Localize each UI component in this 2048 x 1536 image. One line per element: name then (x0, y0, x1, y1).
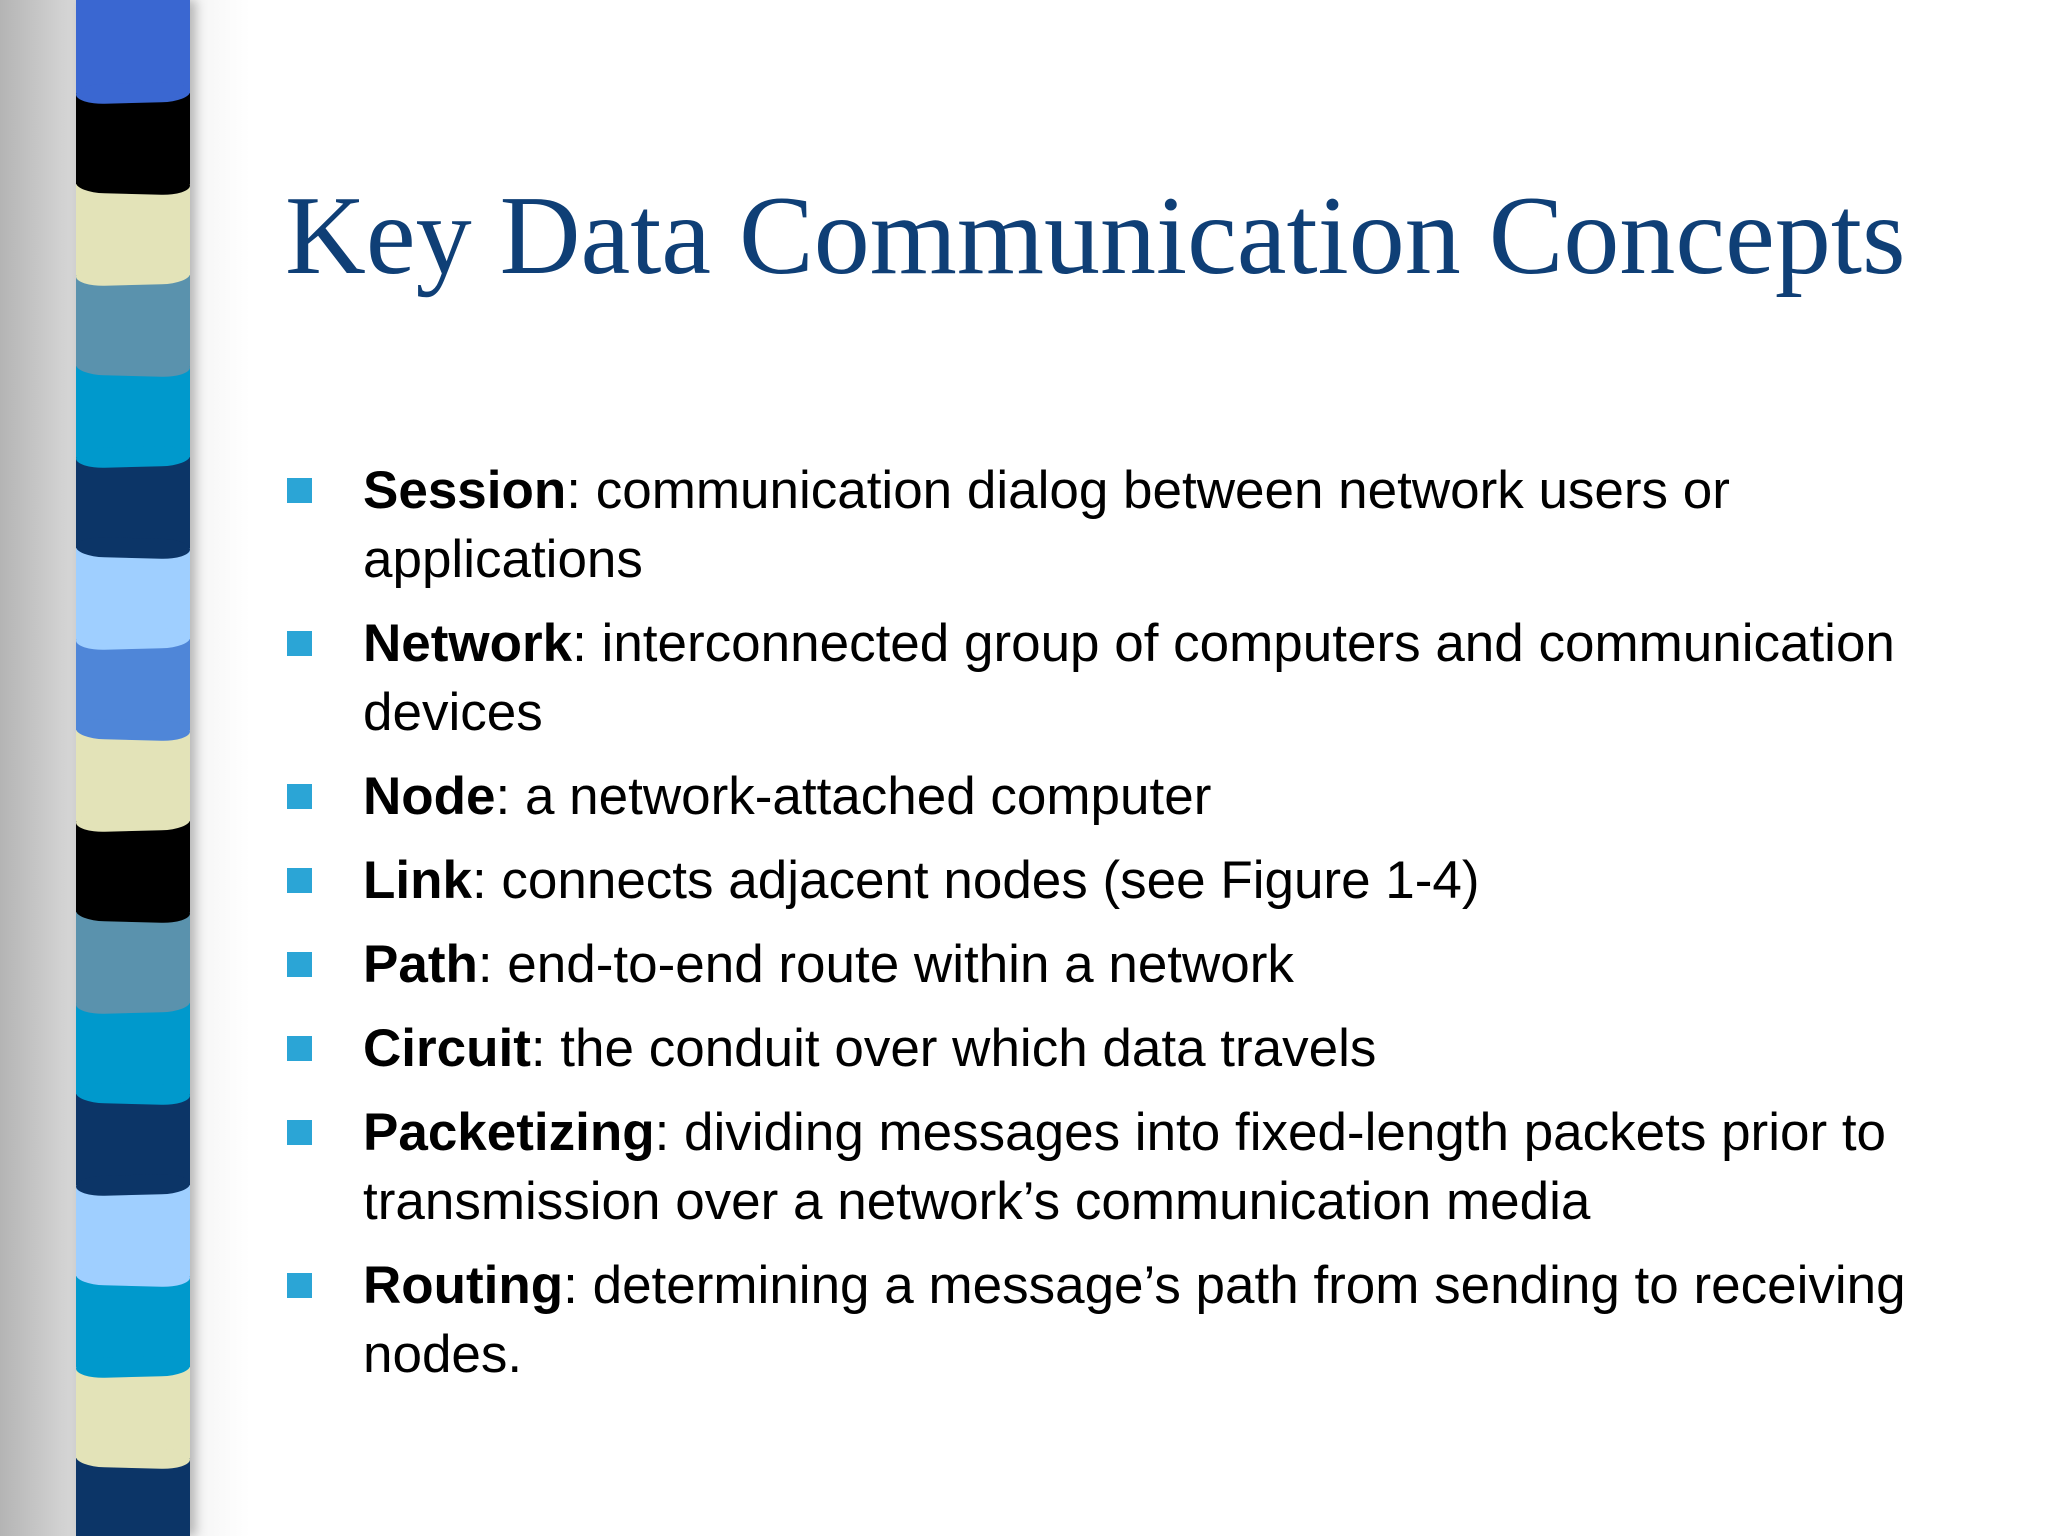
strip-block (76, 1365, 190, 1458)
square-bullet-icon (287, 1036, 312, 1061)
square-bullet-icon (287, 868, 312, 893)
bullet-definition: : connects adjacent nodes (see Figure 1-4) (471, 851, 1480, 910)
bullet-item-node (285, 762, 1985, 831)
bullet-term: Node (363, 767, 496, 826)
slide-title: Key Data Communication Concepts (285, 174, 1906, 298)
bullet-definition: : interconnected group of computers and communication devices (363, 614, 1895, 742)
bullet-definition: : a network-attached computer (495, 767, 1212, 826)
strip-block (76, 182, 190, 275)
bullet-item-path (285, 930, 1985, 999)
strip-wave (76, 1083, 190, 1106)
strip-wave (76, 82, 190, 105)
strip-block (76, 0, 190, 93)
strip-wave (76, 810, 190, 833)
strip-wave (76, 1356, 190, 1379)
strip-block (76, 1274, 190, 1367)
square-bullet-icon (287, 478, 312, 503)
strip-wave (76, 628, 190, 651)
bullet-list (285, 456, 1985, 1404)
bullet-definition: : dividing messages into fixed-length packets prior to transmission over a network’s communication media (363, 1103, 1887, 1231)
strip-block (76, 637, 190, 730)
bullet-term: Network (363, 614, 573, 673)
strip-block (76, 910, 190, 1003)
square-bullet-icon (287, 1120, 312, 1145)
bullet-definition: : the conduit over which data travels (530, 1019, 1377, 1078)
strip-wave (76, 1174, 190, 1197)
strip-block (76, 1183, 190, 1276)
bullet-term: Packetizing (363, 1103, 655, 1162)
strip-wave (76, 992, 190, 1015)
bullet-definition: : determining a message’s path from sending to receiving nodes. (363, 1256, 1906, 1384)
square-bullet-icon (287, 784, 312, 809)
decorative-strip (76, 0, 190, 1536)
bullet-term: Link (363, 851, 472, 910)
strip-block (76, 819, 190, 912)
strip-wave (76, 1265, 190, 1288)
strip-block (76, 364, 190, 457)
strip-block (76, 728, 190, 821)
bullet-item-routing (285, 1251, 1985, 1389)
square-bullet-icon (287, 631, 312, 656)
bullet-item-link (285, 846, 1985, 915)
bullet-item-network (285, 609, 1985, 747)
bullet-definition: : communication dialog between network users or applications (363, 461, 1730, 589)
square-bullet-icon (287, 952, 312, 977)
bullet-item-session (285, 456, 1985, 594)
strip-wave (76, 355, 190, 378)
square-bullet-icon (287, 1273, 312, 1298)
bullet-definition: : end-to-end route within a network (477, 935, 1294, 994)
strip-block (76, 1092, 190, 1185)
strip-block (76, 91, 190, 184)
strip-block (76, 455, 190, 548)
strip-wave (76, 264, 190, 287)
bullet-term: Circuit (363, 1019, 531, 1078)
strip-wave (76, 901, 190, 924)
bullet-item-circuit (285, 1014, 1985, 1083)
bullet-item-packetizing (285, 1098, 1985, 1236)
strip-wave (76, 173, 190, 196)
bullet-term: Routing (363, 1256, 564, 1315)
strip-wave (76, 446, 190, 469)
strip-block (76, 273, 190, 366)
bullet-term: Session (363, 461, 567, 520)
strip-wave (76, 719, 190, 742)
strip-wave (76, 537, 190, 560)
strip-block (76, 546, 190, 639)
strip-block (76, 1001, 190, 1094)
strip-wave (76, 1447, 190, 1470)
bullet-term: Path (363, 935, 478, 994)
